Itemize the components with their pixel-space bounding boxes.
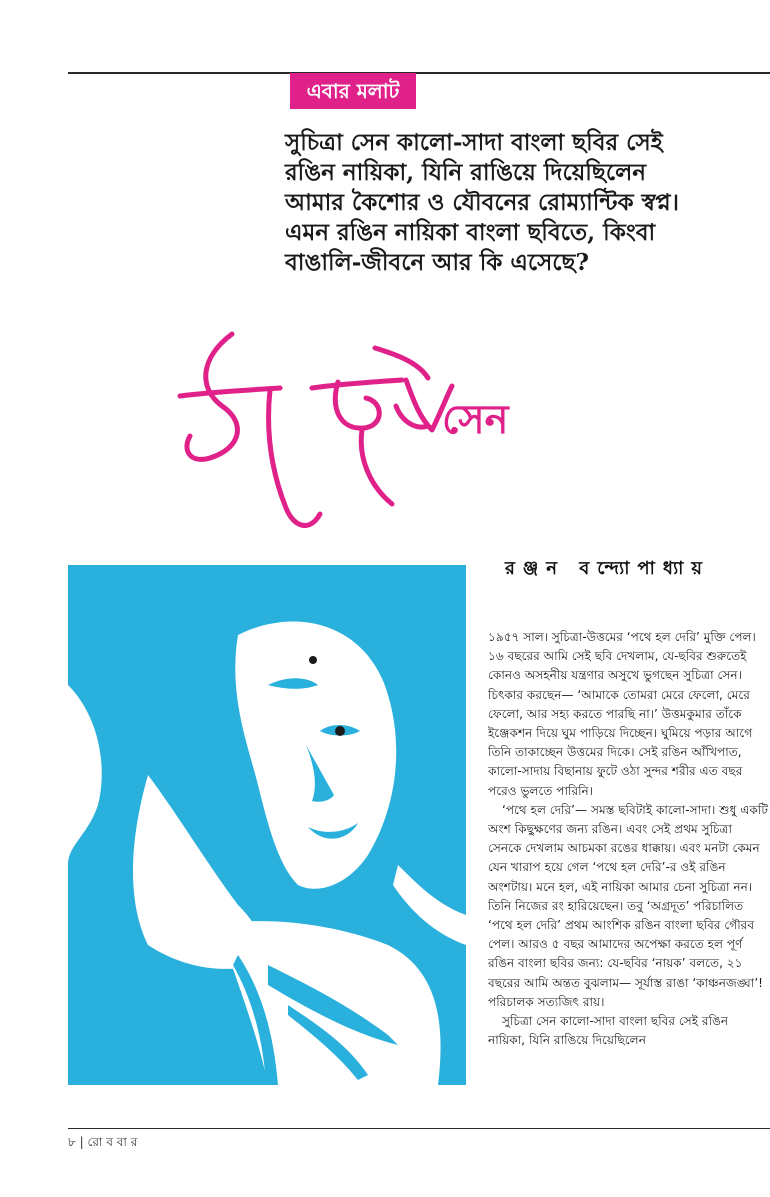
top-rule	[68, 72, 770, 74]
intro-line: এমন রঙিন নায়িকা বাংলা ছবিতে, কিংবা	[285, 219, 656, 246]
article-body	[488, 628, 768, 1050]
bottom-rule	[68, 1128, 770, 1129]
intro-line: বাঙালি-জীবনে আর কি এসেছে?	[285, 249, 589, 276]
body-paragraph: ১৯৫৭ সাল। সুচিত্রা-উত্তমের ‘পথে হল দেরি’ মুক্তি পেল। ১৬ বছরের আমি সেই ছবি দেখলাম, যে-ছবির শুরুতেই কোনও অসহনীয় যন্ত্রণার অসুখে ভুগছেন সুচিত্রা সেন। চিৎকার করছেন— ‘আমাকে তোমরা মেরে ফেলো, মেরে ফেলো, আর সহ্য করতে পারছি না।’ উত্তমকুমার তাঁকে ইঞ্জেকশন দিয়ে ঘুম পাড়িয়ে দিচ্ছেন। ঘুমিয়ে পড়ার আগে তিনি তাকাচ্ছেন উত্তমের দিকে। সেই রঙিন আঁখিপাত, কালো-সাদায় বিছানায় ফুটে ওঠা সুন্দর শরীর এত বছর পরেও ভুলতে পারিনি।	[488, 630, 756, 798]
intro-line: রঙিন নায়িকা, যিনি রাঙিয়ে দিয়েছিলেন	[285, 159, 646, 186]
page-folio: ৮ | রো ব বা র	[68, 1135, 138, 1149]
body-paragraph: সুচিত্রা সেন কালো-সাদা বাংলা ছবির সেই রঙিন নায়িকা, যিনি রাঙিয়ে দিয়েছিলেন	[488, 1014, 729, 1048]
body-paragraph: ‘পথে হল দেরি’— সমস্ত ছবিটাই কালো-সাদা। শুধু একটি অংশ কিছুক্ষণের জন্য রঙিন। এবং সেই প্রথম সুচিত্রা সেনকে দেখলাম আচমকা রঙের ধাক্কায়। এবং মনটা কেমন যেন খারাপ হয়ে গেল ‘পথে হল দেরি’-র ওই রঙিন অংশটায়। মনে হল, এই নায়িকা আমার চেনা সুচিত্রা নন। তিনি নিজের রং হারিয়েছেন। তবু ‘অগ্রদূত’ পরিচালিত ‘পথে হল দেরি’ প্রথম আংশিক রঙিন বাংলা ছবির গৌরব পেল। আরও ৫ বছর আমাদের অপেক্ষা করতে হল পূর্ণ রঙিন বাংলা ছবির জন্য: যে-ছবির ‘নায়ক’ বলতে, ২১ বছরের আমি অন্তত বুঝলাম— সূর্যাস্ত রাঙা ‘কাঞ্চনজঙ্ঘা’! পরিচালক সত্যজিৎ রায়।	[488, 802, 768, 1009]
intro-deck	[285, 128, 755, 278]
title-calligraphy	[170, 318, 570, 548]
title-surname: সেন	[442, 397, 509, 443]
portrait-photo-icon	[68, 565, 466, 1085]
intro-line: আমার কৈশোর ও যৌবনের রোম্যান্টিক স্বপ্ন।	[285, 189, 679, 216]
intro-line: সুচিত্রা সেন কালো-সাদা বাংলা ছবির সেই	[285, 129, 663, 156]
byline: রঞ্জন বন্দ্যোপাধ্যায়	[505, 558, 710, 579]
script-name-logo	[180, 334, 452, 525]
cover-photo	[68, 565, 466, 1085]
section-tag: এবার মলাট	[290, 73, 416, 109]
